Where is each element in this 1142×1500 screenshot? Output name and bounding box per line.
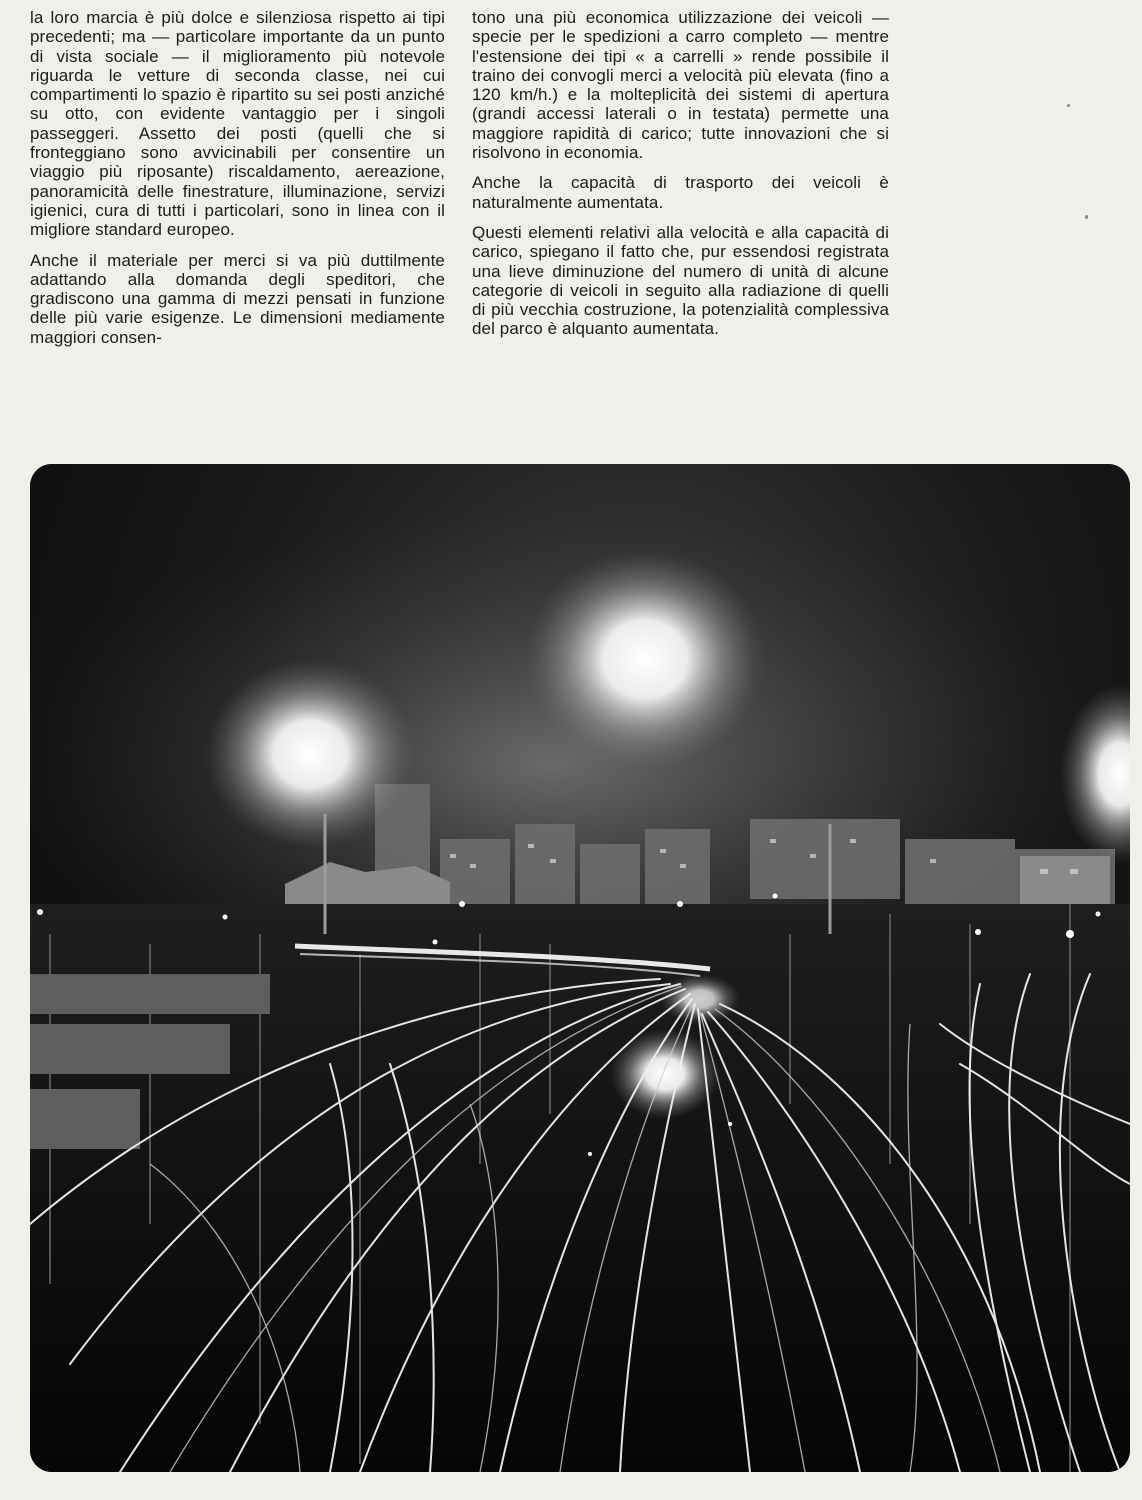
paper-speck <box>1067 104 1070 107</box>
paragraph: Questi elementi relativi alla velocità e alla capacità di carico, spiegano il fatto che, pur essendosi registrata una lieve diminuzione del numero di unità di alcune categorie di veicoli in seguito alla radiazione di quelli di più vecchia costruzione, la potenzialità complessiva del parco è alquanto aumentata. <box>472 222 889 339</box>
paper-speck <box>1085 215 1088 219</box>
paragraph: Anche il materiale per merci si va più duttilmente adattando alla domanda degli speditori, che gradiscono una gamma di mezzi pensati in funzione delle più varie esigenze. Le dimensioni mediamente maggiori consen- <box>30 250 445 347</box>
paragraph: tono una più economica utilizzazione dei veicoli — specie per le spedizioni a carro completo — mentre l'estensione dei tipi « a carrelli » rende possibile il traino dei convogli merci a velocità più elevata (fino a 120 km/h.) e la molteplicità dei sistemi di apertura (grandi accessi laterali o in testata) permette una maggiore rapidità di carico; tutte innovazioni che si risolvono in economia. <box>472 8 889 163</box>
photo-illustration <box>30 464 1130 1472</box>
paragraph: Anche la capacità di trasporto dei veicoli è naturalmente aumentata. <box>472 173 889 212</box>
night-railway-yard-photo <box>30 464 1130 1472</box>
text-column-right <box>472 8 889 350</box>
text-column-left <box>30 8 445 358</box>
paragraph: la loro marcia è più dolce e silenziosa rispetto ai tipi precedenti; ma — particolare importante da un punto di vista sociale — il miglioramento più notevole riguarda le vetture di seconda classe, nei cui compartimenti lo spazio è ripartito su sei posti anziché su otto, con evidente vantaggio per i singoli passeggeri. Assetto dei posti (quelli che si fronteggiano sono avvicinabili per consentire un viaggio più riposante) riscaldamento, aereazione, panoramicità delle finestrature, illuminazione, servizi igienici, cura di tutti i particolari, sono in linea con il migliore standard europeo. <box>30 8 445 240</box>
